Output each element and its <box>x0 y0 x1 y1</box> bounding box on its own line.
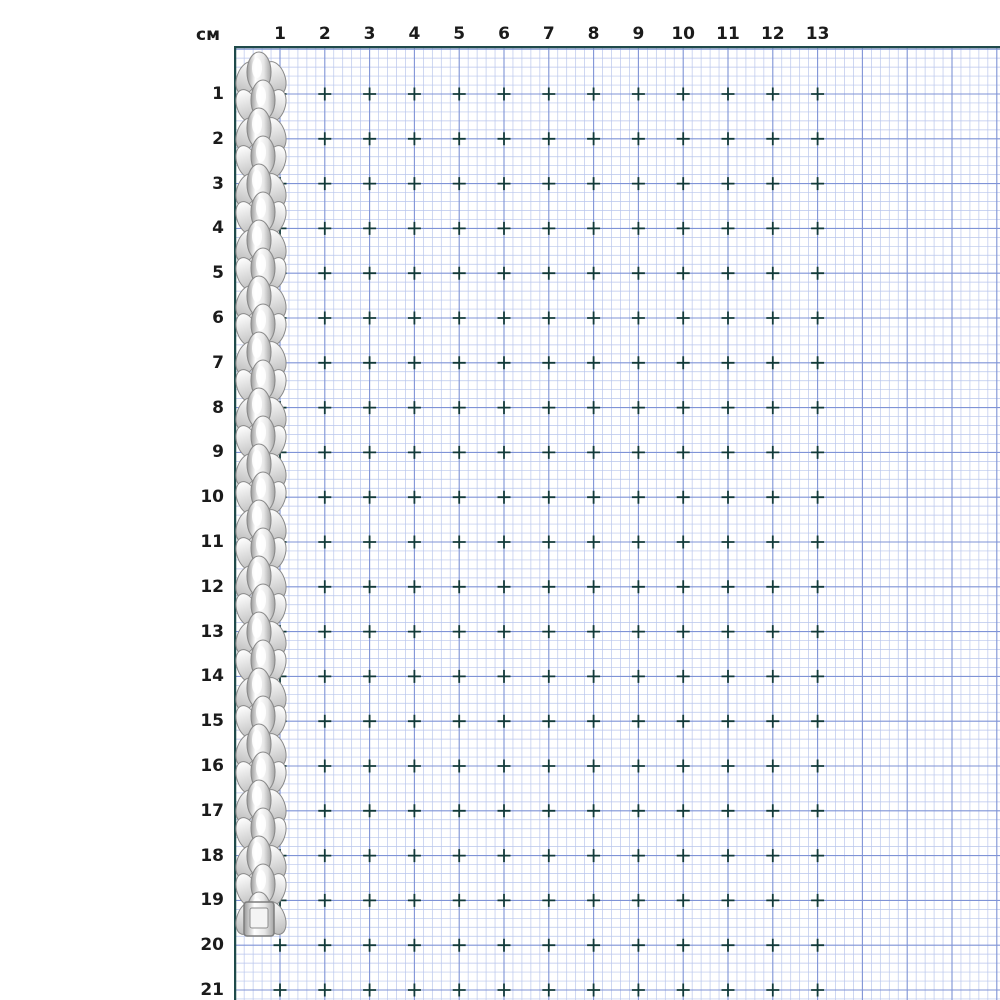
left-ruler-label: 7 <box>212 352 224 373</box>
left-ruler-label: 21 <box>200 980 224 1000</box>
top-ruler-label: 3 <box>363 24 376 44</box>
unit-label: см <box>196 25 220 45</box>
left-ruler-label: 6 <box>212 308 224 328</box>
top-ruler-label: 9 <box>632 24 645 44</box>
graph-paper <box>234 46 1000 1000</box>
top-ruler-label: 5 <box>453 24 466 44</box>
top-ruler-label: 10 <box>671 24 696 44</box>
left-ruler-label: 15 <box>200 711 224 732</box>
top-ruler-label: 6 <box>498 24 510 44</box>
left-ruler-label: 5 <box>212 263 224 284</box>
left-ruler-label: 2 <box>212 128 224 149</box>
left-ruler-label: 18 <box>200 845 224 866</box>
left-ruler-label: 9 <box>212 442 224 463</box>
left-ruler-label: 17 <box>200 800 224 821</box>
top-ruler-label: 4 <box>408 24 421 44</box>
bracelet-chain-image <box>232 44 290 944</box>
left-ruler-label: 19 <box>200 890 224 911</box>
left-ruler-label: 4 <box>212 218 224 239</box>
left-ruler-label: 8 <box>212 397 224 418</box>
left-ruler-label: 11 <box>200 532 224 552</box>
left-ruler-label: 3 <box>212 173 224 194</box>
left-ruler-label: 14 <box>200 666 224 687</box>
left-ruler-label: 16 <box>200 756 224 776</box>
chain-links <box>232 52 290 937</box>
top-ruler-label: 11 <box>716 24 740 44</box>
top-ruler-label: 2 <box>318 24 331 44</box>
left-ruler-label: 1 <box>212 84 224 104</box>
top-ruler-label: 12 <box>760 24 785 44</box>
left-ruler-label: 12 <box>200 576 224 597</box>
chain-clasp <box>244 902 274 936</box>
left-ruler-label: 10 <box>200 487 224 508</box>
top-ruler-label: 8 <box>587 24 600 44</box>
top-ruler-label: 13 <box>805 24 830 44</box>
left-ruler-label: 20 <box>200 935 224 956</box>
top-ruler-label: 1 <box>274 24 286 44</box>
top-ruler-label: 7 <box>542 24 555 44</box>
left-ruler-label: 13 <box>200 621 224 642</box>
